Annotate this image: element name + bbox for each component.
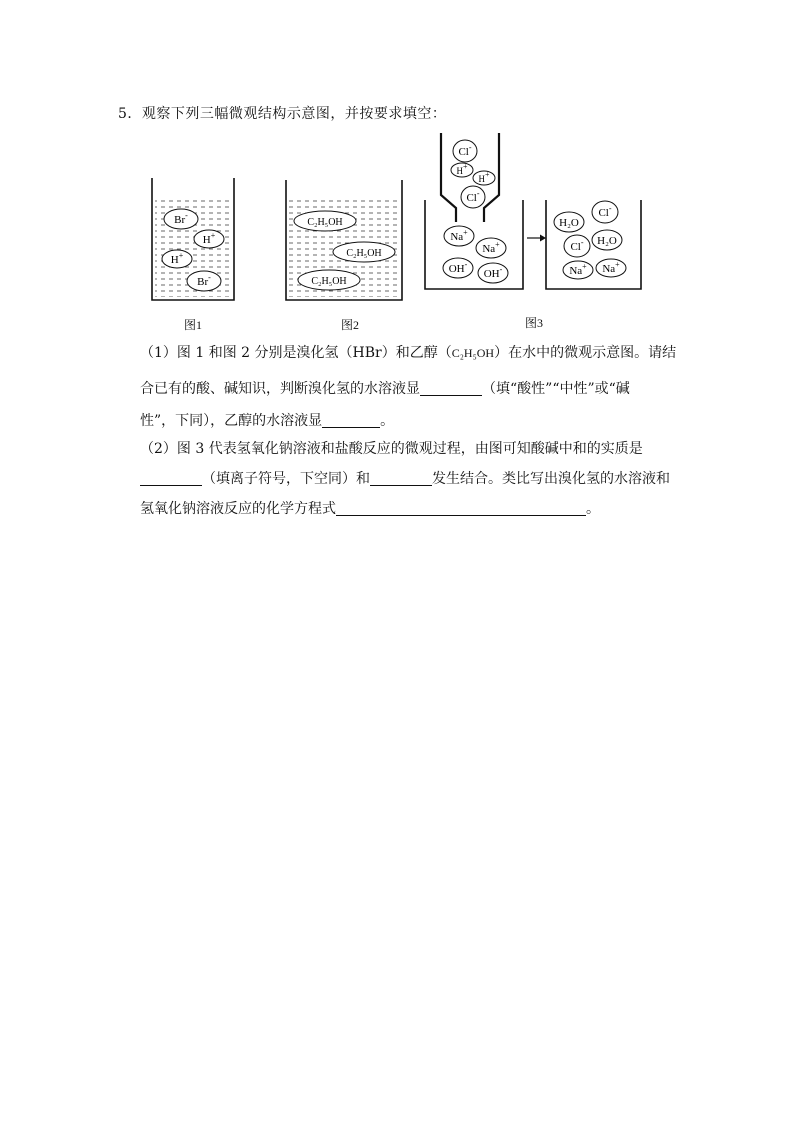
particle-label: Cl-	[466, 189, 480, 204]
part2-line2	[140, 464, 680, 494]
answer-blank-ion-1[interactable]	[140, 469, 202, 486]
particle-label: Na+	[569, 262, 587, 277]
question-title: 5．观察下列三幅微观结构示意图，并按要求填空：	[118, 106, 447, 122]
particle	[298, 270, 360, 290]
particle-label: OH-	[448, 260, 468, 275]
part1-line3	[140, 406, 680, 436]
part2-text-c: 氢氧化钠溶液反应的化学方程式	[140, 501, 336, 517]
particle	[563, 261, 593, 279]
particle	[461, 186, 485, 208]
particle-label: H+	[170, 251, 184, 266]
particle	[194, 230, 224, 248]
figures-diagram	[0, 0, 794, 340]
fig3-left-particles	[443, 226, 508, 283]
beaker-fig3-left	[425, 200, 523, 289]
part1-text-e: 性”，下同），乙醇的水溶液显	[140, 413, 323, 429]
part1-text-a: （1）图 1 和图 2 分别是溴化氢（HBr）和乙醇（	[140, 345, 452, 361]
part1-text-b: ）在水中的微观示意图。请结	[494, 345, 677, 361]
particle	[443, 258, 473, 278]
fig3-right-particles	[554, 201, 626, 279]
ethanol-formula: C₂H₅OH	[451, 346, 495, 360]
particle	[451, 162, 473, 177]
part2-text-d: 。	[586, 501, 600, 517]
particle-label: OH-	[483, 265, 503, 280]
fig2-label: 图2	[341, 318, 360, 332]
particle	[592, 201, 618, 223]
particle-label: H₂O	[597, 235, 617, 247]
particle	[478, 263, 508, 283]
particle-label: Cl-	[598, 204, 612, 219]
reaction-arrow	[527, 235, 546, 242]
answer-blank-ion-2[interactable]	[370, 469, 432, 486]
particle	[187, 271, 221, 291]
particle-label: H+	[456, 162, 468, 176]
particle	[592, 230, 622, 250]
part1-text-c: 合已有的酸、碱知识，判断溴化氢的水溶液显	[140, 381, 420, 397]
part1-line1	[140, 338, 680, 368]
particle	[554, 212, 584, 232]
part2-text-b: 发生结合。类比写出溴化氢的水溶液和	[432, 471, 670, 487]
particle-label: H₂O	[559, 217, 579, 229]
particle	[453, 140, 477, 162]
particle-label: H+	[202, 231, 216, 246]
particle	[564, 235, 590, 257]
particle	[164, 209, 198, 229]
part1-text-f: 。	[380, 413, 395, 429]
particle	[444, 226, 474, 246]
part1-line2	[140, 374, 680, 404]
part2-line3	[140, 494, 680, 524]
particle-label: C₂H₅OH	[307, 217, 343, 228]
fig3-label: 图3	[525, 316, 544, 330]
particle-label: Br-	[174, 211, 188, 226]
particle	[473, 170, 495, 185]
part2-text-a: （填离子符号，下空同）和	[202, 471, 370, 487]
particle	[596, 259, 626, 277]
particle	[476, 238, 506, 258]
fig3-funnel-particles	[451, 140, 495, 208]
particle	[333, 242, 395, 262]
particle-label: Na+	[450, 228, 468, 243]
answer-blank-ethanol-acidity[interactable]	[322, 411, 380, 428]
particle-label: Cl-	[570, 238, 584, 253]
particle	[294, 211, 356, 231]
part1-text-d: （填“酸性”“中性”或“碱	[482, 381, 630, 397]
particle-label: C₂H₅OH	[346, 248, 382, 259]
particle-label: Na+	[482, 240, 500, 255]
particle-label: H+	[478, 170, 490, 184]
particle-label: Br-	[197, 273, 211, 288]
particle	[162, 250, 192, 268]
answer-blank-hbr-acidity[interactable]	[420, 379, 482, 396]
particle-label: Cl-	[458, 143, 472, 158]
fig1-label: 图1	[184, 318, 203, 332]
part2-line1: （2）图 3 代表氢氧化钠溶液和盐酸反应的微观过程，由图可知酸碱中和的实质是	[140, 441, 643, 457]
answer-blank-equation[interactable]	[336, 499, 586, 516]
particle-label: Na+	[602, 260, 620, 275]
particle-label: C₂H₅OH	[311, 276, 347, 287]
